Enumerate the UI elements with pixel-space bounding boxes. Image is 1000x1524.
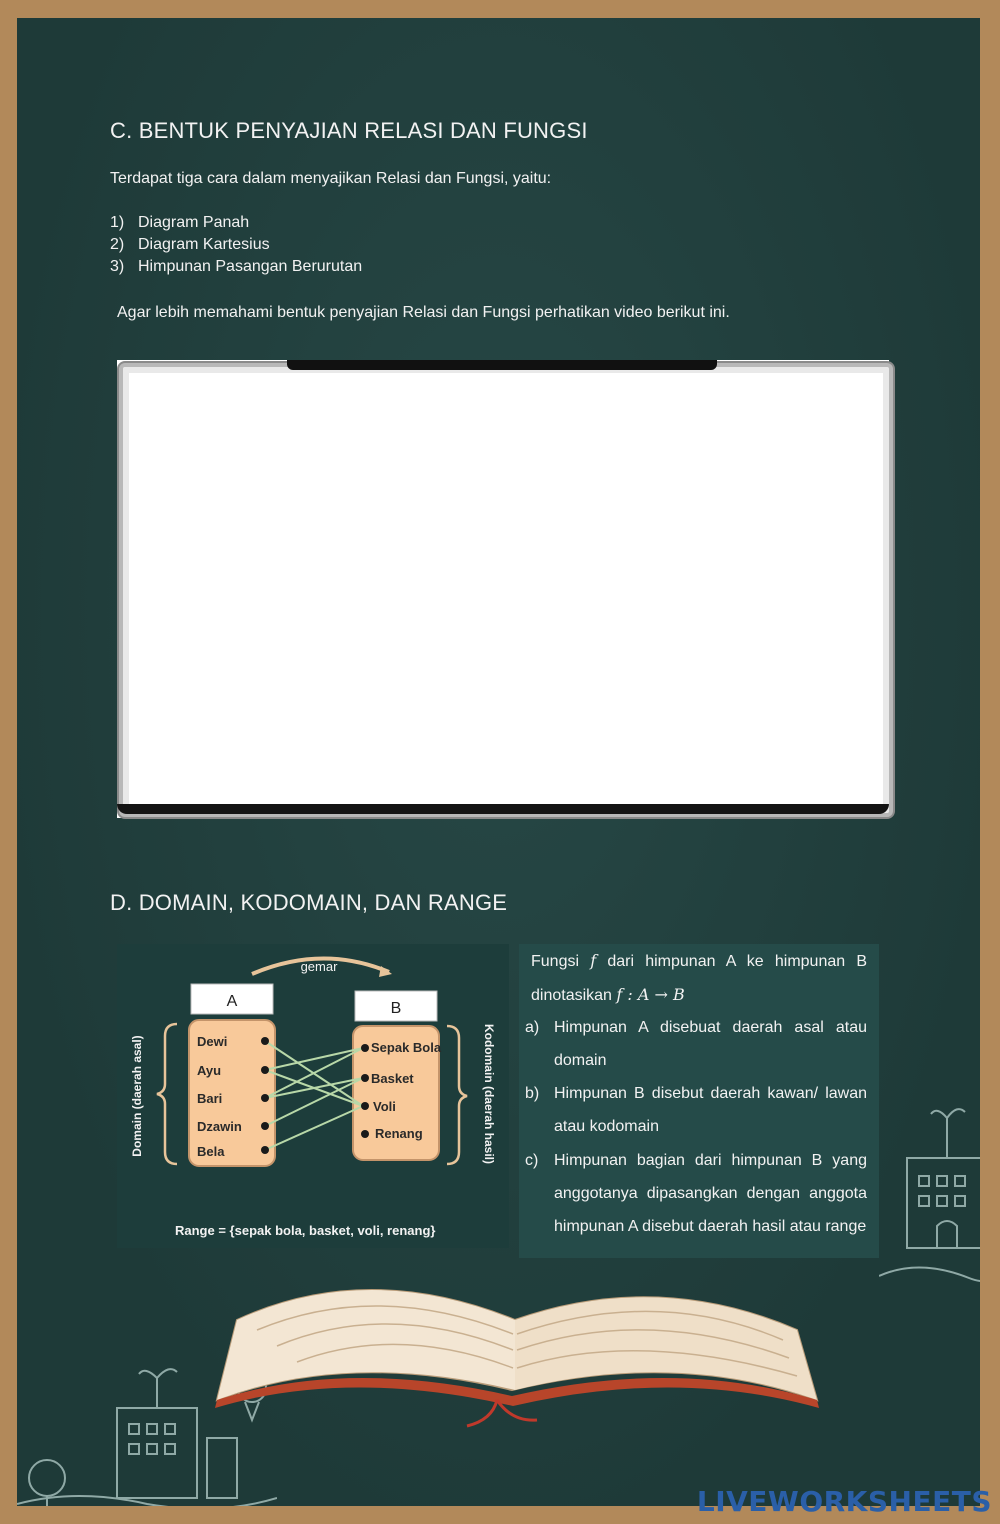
list-label: Himpunan Pasangan Berurutan bbox=[138, 258, 363, 275]
section-d-heading: D. DOMAIN, KODOMAIN, DAN RANGE bbox=[110, 890, 508, 915]
set-a-member: Bela bbox=[197, 1144, 225, 1159]
arrowhead-icon bbox=[379, 966, 392, 977]
set-a-dot bbox=[261, 1146, 269, 1154]
item-a-text: domain bbox=[554, 1052, 607, 1069]
set-a-dot bbox=[261, 1094, 269, 1102]
list-item bbox=[110, 236, 270, 254]
section-c-intro: Terdapat tiga cara dalam menyajikan Relasi dan Fungsi, yaitu: bbox=[110, 170, 552, 187]
set-a-dot bbox=[261, 1066, 269, 1074]
item-c-label: c) bbox=[525, 1152, 539, 1169]
codomain-bracket bbox=[447, 1026, 467, 1164]
item-b-label: b) bbox=[525, 1085, 540, 1102]
item-b-text: atau kodomain bbox=[554, 1118, 659, 1135]
item-c-text: anggotanya dipasangkan dengan anggota bbox=[554, 1185, 867, 1202]
item-a-label: a) bbox=[525, 1019, 540, 1036]
arrow-diagram bbox=[117, 944, 509, 1248]
set-b-dot bbox=[361, 1044, 369, 1052]
set-b-member: Renang bbox=[375, 1126, 423, 1141]
list-number: 2) bbox=[110, 236, 125, 253]
domain-bracket bbox=[157, 1024, 177, 1164]
item-c-text: Himpunan bagian dari himpunan B yang bbox=[554, 1152, 867, 1169]
mapping-line bbox=[265, 1078, 363, 1126]
section-c-heading: C. BENTUK PENYAJIAN RELASI DAN FUNGSI bbox=[110, 118, 588, 143]
relation-label: gemar bbox=[300, 959, 338, 974]
mapping-line bbox=[265, 1078, 363, 1098]
mapping-lines bbox=[265, 1041, 363, 1150]
list-label: Diagram Kartesius bbox=[138, 236, 270, 253]
definition-box bbox=[519, 944, 879, 1258]
set-a-member: Dzawin bbox=[197, 1119, 242, 1134]
definition-text: dari himpunan A ke himpunan B bbox=[607, 953, 868, 970]
set-a-member: Bari bbox=[197, 1091, 223, 1106]
set-a-label: A bbox=[226, 993, 238, 1010]
video-screen[interactable] bbox=[119, 363, 893, 817]
list-number: 3) bbox=[110, 258, 125, 275]
video-frame-bottom bbox=[117, 804, 889, 814]
list-item bbox=[110, 258, 362, 276]
open-book-icon bbox=[197, 1250, 837, 1430]
item-a-text: Himpunan A disebuat daerah asal atau bbox=[554, 1019, 867, 1036]
mapping-line bbox=[265, 1106, 363, 1150]
definition-text: Fungsi bbox=[531, 953, 580, 970]
set-b-member: Voli bbox=[373, 1099, 396, 1114]
list-number: 1) bbox=[110, 214, 125, 231]
list-label: Diagram Panah bbox=[138, 214, 250, 231]
list-item bbox=[110, 214, 249, 232]
item-c-text: himpunan A disebut daerah hasil atau range bbox=[554, 1218, 867, 1235]
codomain-label: Kodomain (daerah hasil) bbox=[482, 1023, 496, 1165]
set-a-dot bbox=[261, 1122, 269, 1130]
definition-text: dinotasikan bbox=[531, 987, 612, 1004]
arrow-diagram-svg bbox=[117, 944, 509, 1248]
set-b-member: Sepak Bola bbox=[371, 1040, 442, 1055]
item-b-text: Himpunan B disebut daerah kawan/ lawan bbox=[554, 1085, 867, 1102]
chalk-buildings-icon bbox=[879, 1098, 980, 1298]
function-notation: f : A → B bbox=[616, 985, 685, 1004]
video-note: Agar lebih memahami bentuk penyajian Relasi dan Fungsi perhatikan video berikut ini. bbox=[117, 304, 730, 321]
set-a-member: Dewi bbox=[197, 1034, 228, 1049]
set-a-member: Ayu bbox=[197, 1063, 222, 1078]
set-b-dot bbox=[361, 1130, 369, 1138]
function-symbol: f bbox=[590, 951, 597, 970]
domain-label: Domain (daerah asal) bbox=[130, 1035, 144, 1157]
chalkboard bbox=[17, 18, 980, 1506]
set-b-dot bbox=[361, 1102, 369, 1110]
range-text: Range = {sepak bola, basket, voli, renang} bbox=[175, 1223, 436, 1238]
set-a-dot bbox=[261, 1037, 269, 1045]
set-b-dot bbox=[361, 1074, 369, 1082]
definition-line-2 bbox=[531, 985, 685, 1005]
video-frame-top bbox=[287, 360, 717, 370]
watermark: LIVEWORKSHEETS bbox=[696, 1485, 992, 1518]
mapping-line bbox=[265, 1048, 363, 1098]
definition-line-1 bbox=[531, 951, 867, 971]
video-player[interactable] bbox=[117, 360, 889, 818]
set-b-member: Basket bbox=[371, 1071, 414, 1086]
set-b-label: B bbox=[390, 1000, 402, 1017]
